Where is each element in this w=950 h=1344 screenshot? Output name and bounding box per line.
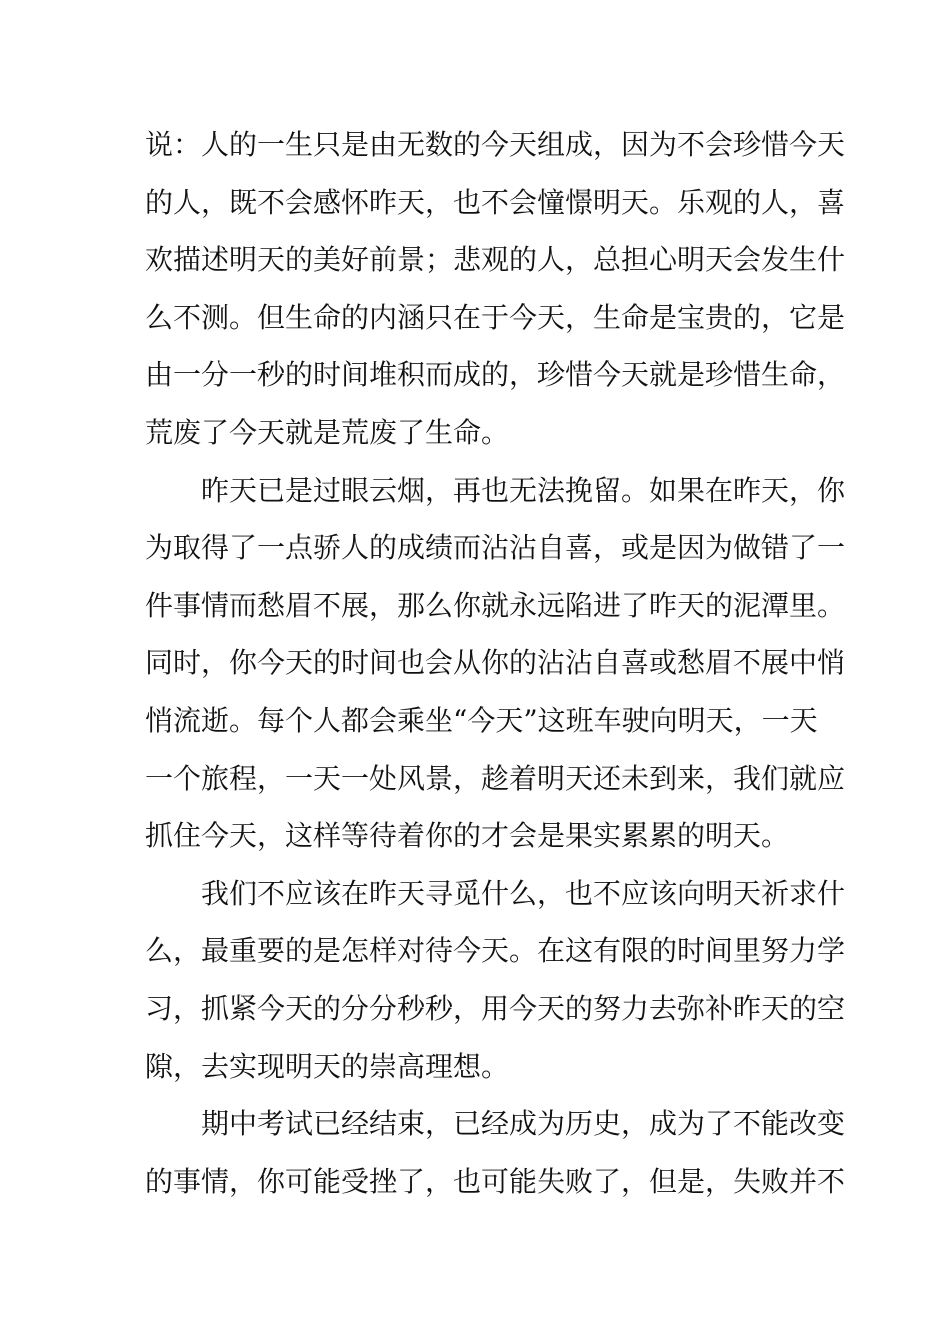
text-line: 说：人的一生只是由无数的今天组成，因为不会珍惜今天: [145, 128, 846, 161]
text-line: 悄流逝。每个人都会乘坐“今天”这班车驶向明天，一天: [145, 703, 818, 737]
text-line: 荒废了今天就是荒废了生命。: [145, 415, 510, 449]
text-line: 同时，你今天的时间也会从你的沾沾自喜或愁眉不展中悄: [145, 646, 846, 680]
text-line: 么，最重要的是怎样对待今天。在这有限的时间里努力学: [145, 934, 846, 968]
text-line: 由一分一秒的时间堆积而成的，珍惜今天就是珍惜生命，: [145, 358, 846, 392]
text-line: 件事情而愁眉不展，那么你就永远陷进了昨天的泥潭里。: [145, 588, 846, 622]
text-line: 为取得了一点骄人的成绩而沾沾自喜，或是因为做错了一: [145, 531, 846, 565]
body-text: [145, 116, 846, 1210]
text-line: 抓住今天，这样等待着你的才会是果实累累的明天。: [145, 819, 790, 853]
text-line: 一个旅程，一天一处风景，趁着明天还未到来，我们就应: [145, 761, 846, 795]
text-line: 我们不应该在昨天寻觅什么，也不应该向明天祈求什: [201, 876, 846, 910]
text-line: 昨天已是过眼云烟，再也无法挽留。如果在昨天，你: [201, 473, 846, 507]
text-line: 的人，既不会感怀昨天，也不会憧憬明天。乐观的人，喜: [145, 185, 846, 219]
text-line: 隙，去实现明天的崇高理想。: [145, 1049, 510, 1083]
text-line: 习，抓紧今天的分分秒秒，用今天的努力去弥补昨天的空: [145, 991, 846, 1025]
text-line: 欢描述明天的美好前景；悲观的人，总担心明天会发生什: [145, 243, 846, 277]
text-line: 么不测。但生命的内涵只在于今天，生命是宝贵的，它是: [145, 300, 846, 334]
text-line: 的事情，你可能受挫了，也可能失败了，但是，失败并不: [145, 1164, 846, 1198]
text-line: 期中考试已经结束，已经成为历史，成为了不能改变: [201, 1107, 846, 1141]
